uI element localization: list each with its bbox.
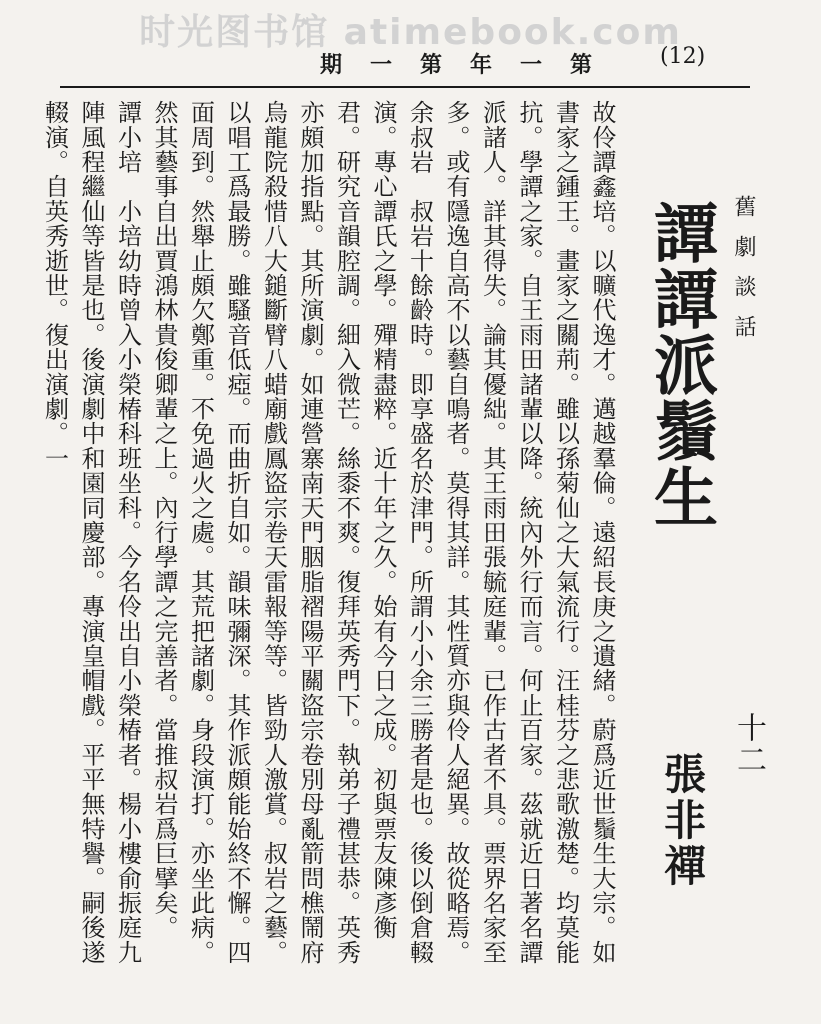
article-author: 張非禪 (658, 752, 707, 890)
paragraph-yu-shuyan: 余叔岩 叔岩十餘齡時。即享盛名於津門。所謂小小余三勝者是也。後以倒倉輟演。專心譚氏之學。殫精盡粹。近十年之久。始有今日之成。初與票友陳彥衡君。研究音韻腔調。細入微芒。絲黍不爽。復拜英秀門下。執弟子禮甚恭。英秀亦頗加指點。其所演劇。如連營寨南天門胭脂褶陽平關盜宗卷別母亂箭問樵鬧府烏龍院殺惜八大鎚斷臂八蜡廟戲鳳盜宗卷天雷報等等。皆勁人激賞。叔岩之藝。以唱工爲最勝。雖騷音低瘂。而曲折自如。韻味彌深。其作派頗能始終不懈。四面周到。然舉止頗欠鄭重。不免過火之處。其荒把諸劇。身段演打。亦坐此病。然其藝事自出賈鴻林貴俊卿輩之上。內行學譚之完善者。當推叔岩爲巨擘矣。 (150, 100, 434, 965)
watermark: 时光图书馆 atimebook.com (139, 12, 682, 53)
section-number: 十二 (731, 712, 766, 776)
issue-header: 第一年第一期 (319, 52, 620, 78)
header-rule (60, 86, 750, 88)
section-name: 舊劇談話 (731, 195, 756, 355)
page-number: (12) (660, 44, 706, 69)
article-title: 譚譚派鬚生 (643, 200, 718, 530)
article-body (40, 100, 620, 980)
paragraph-intro: 故伶譚鑫培。以曠代逸才。邁越羣倫。遠紹長庚之遺緒。蔚爲近世鬚生大宗。如書家之鍾王。畫家之關荊。雖以孫菊仙之大氣流行。汪桂芬之悲歌激楚。均莫能抗。學譚之家。自王雨田諸輩以降。統內外行而言。何止百家。茲就近日著名譚派諸人。詳其得失。論其優絀。其王雨田張毓庭輩。已作古者不具。票界名家至多。或有隱逸自高不以藝自鳴者。莫得其詳。其性質亦與伶人絕異。故從略焉。 (442, 100, 616, 965)
paragraph-tan-xiaopei: 譚小培 小培幼時曾入小榮椿科班坐科。今名伶出自小榮椿者。楊小樓俞振庭九陣風程繼仙等皆是也。後演劇中和園同慶部。專演皇帽戲。平平無特譽。嗣後遂輟演。自英秀逝世。復出演劇。一 (40, 100, 142, 965)
